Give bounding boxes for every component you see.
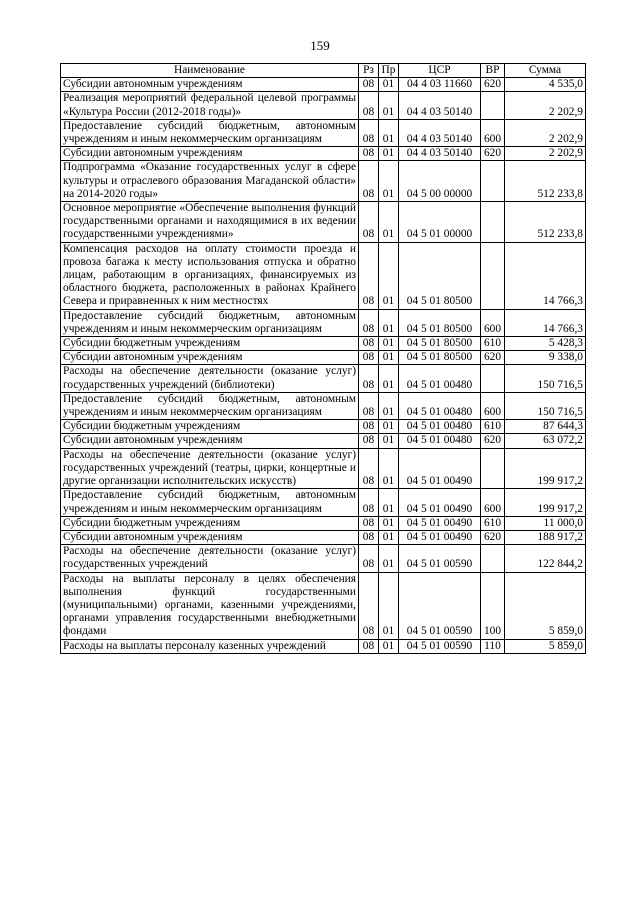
cell-pr: 01 — [379, 639, 399, 653]
cell-name: Субсидии автономным учреждениям — [61, 78, 359, 92]
cell-rz: 08 — [359, 92, 379, 119]
cell-rz: 08 — [359, 448, 379, 489]
cell-vr: 600 — [481, 309, 505, 336]
header-vr: ВР — [481, 64, 505, 78]
header-pr: Пр — [379, 64, 399, 78]
cell-pr: 01 — [379, 545, 399, 572]
table-row — [61, 78, 586, 92]
cell-vr: 620 — [481, 530, 505, 544]
cell-vr: 620 — [481, 147, 505, 161]
cell-rz: 08 — [359, 545, 379, 572]
cell-vr: 610 — [481, 420, 505, 434]
cell-sum: 2 202,9 — [505, 92, 586, 119]
table-row — [61, 365, 586, 392]
cell-name: Расходы на обеспечение деятельности (оказание услуг) государственных учреждений — [61, 545, 359, 572]
cell-name: Реализация мероприятий федеральной целевой программы «Культура России (2012-2018 годы)» — [61, 92, 359, 119]
cell-rz: 08 — [359, 337, 379, 351]
table-row — [61, 420, 586, 434]
cell-csr: 04 5 01 00490 — [399, 530, 481, 544]
cell-vr — [481, 545, 505, 572]
cell-sum: 199 917,2 — [505, 448, 586, 489]
cell-rz: 08 — [359, 119, 379, 146]
cell-vr — [481, 242, 505, 309]
cell-vr: 620 — [481, 351, 505, 365]
cell-sum: 150 716,5 — [505, 392, 586, 419]
cell-csr: 04 4 03 50140 — [399, 92, 481, 119]
table-row — [61, 545, 586, 572]
cell-name: Подпрограмма «Оказание государственных услуг в сфере культуры и отраслевого образования Магаданской области» на 2014-2020 годы» — [61, 161, 359, 202]
table-row — [61, 530, 586, 544]
cell-pr: 01 — [379, 530, 399, 544]
cell-csr: 04 5 01 80500 — [399, 242, 481, 309]
cell-csr: 04 5 01 00480 — [399, 420, 481, 434]
header-row — [61, 64, 586, 78]
table-row — [61, 119, 586, 146]
table-row — [61, 92, 586, 119]
cell-csr: 04 5 01 80500 — [399, 351, 481, 365]
cell-name: Предоставление субсидий бюджетным, автономным учреждениям и иным некоммерческим организациям — [61, 119, 359, 146]
cell-csr: 04 5 01 00490 — [399, 516, 481, 530]
cell-pr: 01 — [379, 119, 399, 146]
cell-csr: 04 5 01 00480 — [399, 434, 481, 448]
cell-sum: 4 535,0 — [505, 78, 586, 92]
table-row — [61, 309, 586, 336]
table-row — [61, 202, 586, 243]
header-sum: Сумма — [505, 64, 586, 78]
cell-vr: 620 — [481, 434, 505, 448]
cell-rz: 08 — [359, 572, 379, 639]
cell-pr: 01 — [379, 365, 399, 392]
table-row — [61, 161, 586, 202]
cell-pr: 01 — [379, 147, 399, 161]
cell-pr: 01 — [379, 434, 399, 448]
cell-rz: 08 — [359, 351, 379, 365]
cell-pr: 01 — [379, 420, 399, 434]
cell-name: Субсидии автономным учреждениям — [61, 351, 359, 365]
cell-sum: 14 766,3 — [505, 309, 586, 336]
cell-vr: 610 — [481, 516, 505, 530]
header-csr: ЦСР — [399, 64, 481, 78]
cell-pr: 01 — [379, 572, 399, 639]
cell-name: Субсидии бюджетным учреждениям — [61, 337, 359, 351]
cell-name: Субсидии автономным учреждениям — [61, 530, 359, 544]
cell-name: Расходы на выплаты персоналу казенных учреждений — [61, 639, 359, 653]
cell-name: Субсидии бюджетным учреждениям — [61, 420, 359, 434]
table-header — [61, 64, 586, 78]
table-row — [61, 639, 586, 653]
cell-name: Расходы на обеспечение деятельности (оказание услуг) государственных учреждений (театры, цирки, концертные и другие организации исполнительских искусств) — [61, 448, 359, 489]
budget-table — [60, 63, 586, 654]
cell-name: Основное мероприятие «Обеспечение выполнения функций государственными органами и находящимися в их ведении государственными учреждениями» — [61, 202, 359, 243]
cell-rz: 08 — [359, 161, 379, 202]
cell-sum: 2 202,9 — [505, 147, 586, 161]
cell-pr: 01 — [379, 337, 399, 351]
cell-sum: 5 859,0 — [505, 572, 586, 639]
cell-name: Расходы на выплаты персоналу в целях обеспечения выполнения функций государственными (муниципальными) органами, казенными учреждениями, органами управления государственными внебюджетными фондами — [61, 572, 359, 639]
cell-rz: 08 — [359, 242, 379, 309]
cell-sum: 87 644,3 — [505, 420, 586, 434]
cell-vr — [481, 161, 505, 202]
cell-rz: 08 — [359, 489, 379, 516]
cell-vr: 600 — [481, 489, 505, 516]
cell-rz: 08 — [359, 392, 379, 419]
cell-vr: 620 — [481, 78, 505, 92]
cell-csr: 04 5 01 80500 — [399, 309, 481, 336]
cell-rz: 08 — [359, 309, 379, 336]
cell-sum: 11 000,0 — [505, 516, 586, 530]
cell-vr: 110 — [481, 639, 505, 653]
cell-rz: 08 — [359, 639, 379, 653]
cell-csr: 04 5 01 00490 — [399, 448, 481, 489]
cell-sum: 14 766,3 — [505, 242, 586, 309]
table-row — [61, 337, 586, 351]
table-row — [61, 489, 586, 516]
cell-csr: 04 5 01 00590 — [399, 639, 481, 653]
page-number: 159 — [310, 38, 330, 53]
cell-rz: 08 — [359, 420, 379, 434]
cell-vr — [481, 202, 505, 243]
cell-name: Расходы на обеспечение деятельности (оказание услуг) государственных учреждений (библиотеки) — [61, 365, 359, 392]
cell-name: Предоставление субсидий бюджетным, автономным учреждениям и иным некоммерческим организациям — [61, 392, 359, 419]
table-row — [61, 572, 586, 639]
cell-csr: 04 5 01 00480 — [399, 392, 481, 419]
cell-rz: 08 — [359, 365, 379, 392]
cell-pr: 01 — [379, 392, 399, 419]
cell-pr: 01 — [379, 309, 399, 336]
cell-csr: 04 4 03 50140 — [399, 147, 481, 161]
table-row — [61, 434, 586, 448]
cell-vr: 610 — [481, 337, 505, 351]
cell-sum: 150 716,5 — [505, 365, 586, 392]
cell-vr — [481, 92, 505, 119]
cell-csr: 04 5 01 00590 — [399, 545, 481, 572]
cell-sum: 5 428,3 — [505, 337, 586, 351]
cell-sum: 122 844,2 — [505, 545, 586, 572]
cell-pr: 01 — [379, 351, 399, 365]
cell-vr — [481, 448, 505, 489]
cell-csr: 04 5 01 80500 — [399, 337, 481, 351]
cell-rz: 08 — [359, 147, 379, 161]
table-row — [61, 351, 586, 365]
cell-csr: 04 5 01 00490 — [399, 489, 481, 516]
table-row — [61, 448, 586, 489]
cell-sum: 63 072,2 — [505, 434, 586, 448]
cell-rz: 08 — [359, 516, 379, 530]
table-row — [61, 242, 586, 309]
cell-csr: 04 5 01 00590 — [399, 572, 481, 639]
cell-sum: 188 917,2 — [505, 530, 586, 544]
cell-pr: 01 — [379, 516, 399, 530]
cell-pr: 01 — [379, 242, 399, 309]
table-row — [61, 392, 586, 419]
cell-name: Предоставление субсидий бюджетным, автономным учреждениям и иным некоммерческим организациям — [61, 309, 359, 336]
table-row — [61, 516, 586, 530]
cell-pr: 01 — [379, 161, 399, 202]
cell-pr: 01 — [379, 78, 399, 92]
cell-name: Субсидии бюджетным учреждениям — [61, 516, 359, 530]
header-rz: Рз — [359, 64, 379, 78]
cell-rz: 08 — [359, 202, 379, 243]
cell-rz: 08 — [359, 78, 379, 92]
cell-sum: 9 338,0 — [505, 351, 586, 365]
cell-vr: 100 — [481, 572, 505, 639]
cell-rz: 08 — [359, 434, 379, 448]
table-row — [61, 147, 586, 161]
cell-csr: 04 5 00 00000 — [399, 161, 481, 202]
cell-name: Компенсация расходов на оплату стоимости проезда и провоза багажа к месту использования отпуска и обратно лицам, работающим в организациях, финансируемых из областного бюджета, расположенных в районах Крайнего Севера и приравненных к ним местностях — [61, 242, 359, 309]
cell-csr: 04 4 03 11660 — [399, 78, 481, 92]
cell-sum: 199 917,2 — [505, 489, 586, 516]
cell-sum: 5 859,0 — [505, 639, 586, 653]
cell-csr: 04 5 01 00480 — [399, 365, 481, 392]
cell-csr: 04 5 01 00000 — [399, 202, 481, 243]
header-name: Наименование — [61, 64, 359, 78]
cell-pr: 01 — [379, 202, 399, 243]
cell-pr: 01 — [379, 448, 399, 489]
cell-csr: 04 4 03 50140 — [399, 119, 481, 146]
cell-sum: 512 233,8 — [505, 202, 586, 243]
cell-name: Субсидии автономным учреждениям — [61, 147, 359, 161]
cell-sum: 512 233,8 — [505, 161, 586, 202]
cell-vr: 600 — [481, 119, 505, 146]
cell-vr — [481, 365, 505, 392]
cell-sum: 2 202,9 — [505, 119, 586, 146]
cell-rz: 08 — [359, 530, 379, 544]
cell-name: Субсидии автономным учреждениям — [61, 434, 359, 448]
cell-name: Предоставление субсидий бюджетным, автономным учреждениям и иным некоммерческим организациям — [61, 489, 359, 516]
table-body — [61, 78, 586, 654]
cell-vr: 600 — [481, 392, 505, 419]
cell-pr: 01 — [379, 92, 399, 119]
cell-pr: 01 — [379, 489, 399, 516]
